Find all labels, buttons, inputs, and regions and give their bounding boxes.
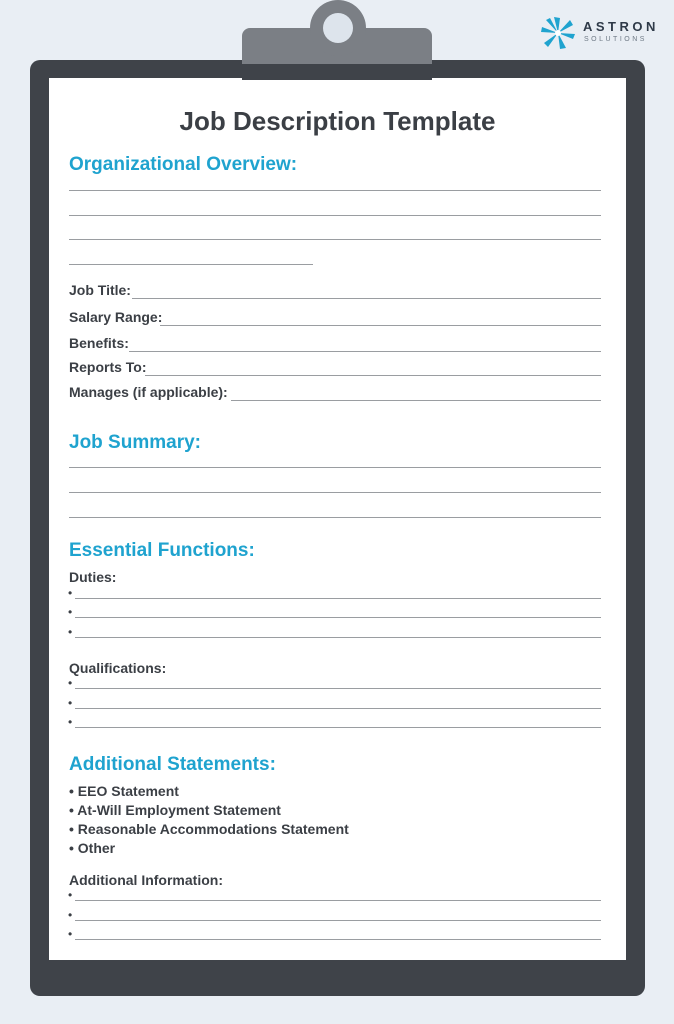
section-organizational-overview: Organizational Overview: xyxy=(69,154,298,175)
section-job-summary: Job Summary: xyxy=(69,432,201,453)
info-line-3[interactable] xyxy=(75,939,601,940)
duties-label: Duties: xyxy=(69,569,117,585)
duties-line-3[interactable] xyxy=(75,637,601,638)
salary-range-line[interactable] xyxy=(160,325,601,326)
manages-line[interactable] xyxy=(231,400,601,401)
summary-line-3[interactable] xyxy=(69,517,601,518)
qualifications-bullet-2: • xyxy=(68,696,73,710)
qualifications-bullet-1: • xyxy=(68,676,73,690)
astron-burst-icon xyxy=(540,16,576,50)
statement-other: • Other xyxy=(69,840,116,856)
statement-eeo: • EEO Statement xyxy=(69,783,179,799)
info-bullet-3: • xyxy=(68,927,73,941)
salary-range-label: Salary Range: xyxy=(69,309,163,325)
qualifications-label: Qualifications: xyxy=(69,660,167,676)
duties-bullet-2: • xyxy=(68,605,73,619)
brand-name: ASTRON xyxy=(583,19,659,34)
info-bullet-2: • xyxy=(68,908,73,922)
statement-accommodations: • Reasonable Accommodations Statement xyxy=(69,821,349,837)
overview-line-1[interactable] xyxy=(69,190,601,191)
duties-bullet-3: • xyxy=(68,625,73,639)
info-bullet-1: • xyxy=(68,888,73,902)
page-title: Job Description Template xyxy=(179,106,496,136)
reports-to-label: Reports To: xyxy=(69,359,147,375)
reports-to-line[interactable] xyxy=(145,375,601,376)
clip-hole xyxy=(323,13,353,43)
astron-logo xyxy=(540,16,660,48)
info-line-1[interactable] xyxy=(75,900,601,901)
overview-line-2[interactable] xyxy=(69,215,601,216)
clip-band xyxy=(242,64,432,80)
overview-line-4[interactable] xyxy=(69,264,313,265)
brand-tagline: SOLUTIONS xyxy=(584,36,647,43)
duties-line-1[interactable] xyxy=(75,598,601,599)
overview-line-3[interactable] xyxy=(69,239,601,240)
statement-at-will: • At-Will Employment Statement xyxy=(69,802,281,818)
qualifications-bullet-3: • xyxy=(68,715,73,729)
benefits-label: Benefits: xyxy=(69,335,129,351)
job-title-line[interactable] xyxy=(132,298,601,299)
qualifications-line-2[interactable] xyxy=(75,708,601,709)
qualifications-line-1[interactable] xyxy=(75,688,601,689)
section-additional-statements: Additional Statements: xyxy=(69,754,276,775)
additional-information-label: Additional Information: xyxy=(69,872,223,888)
duties-bullet-1: • xyxy=(68,586,73,600)
info-line-2[interactable] xyxy=(75,920,601,921)
duties-line-2[interactable] xyxy=(75,617,601,618)
benefits-line[interactable] xyxy=(129,351,601,352)
qualifications-line-3[interactable] xyxy=(75,727,601,728)
summary-line-1[interactable] xyxy=(69,467,601,468)
summary-line-2[interactable] xyxy=(69,492,601,493)
job-title-label: Job Title: xyxy=(69,282,131,298)
manages-label: Manages (if applicable): xyxy=(69,384,228,400)
section-essential-functions: Essential Functions: xyxy=(69,540,255,561)
